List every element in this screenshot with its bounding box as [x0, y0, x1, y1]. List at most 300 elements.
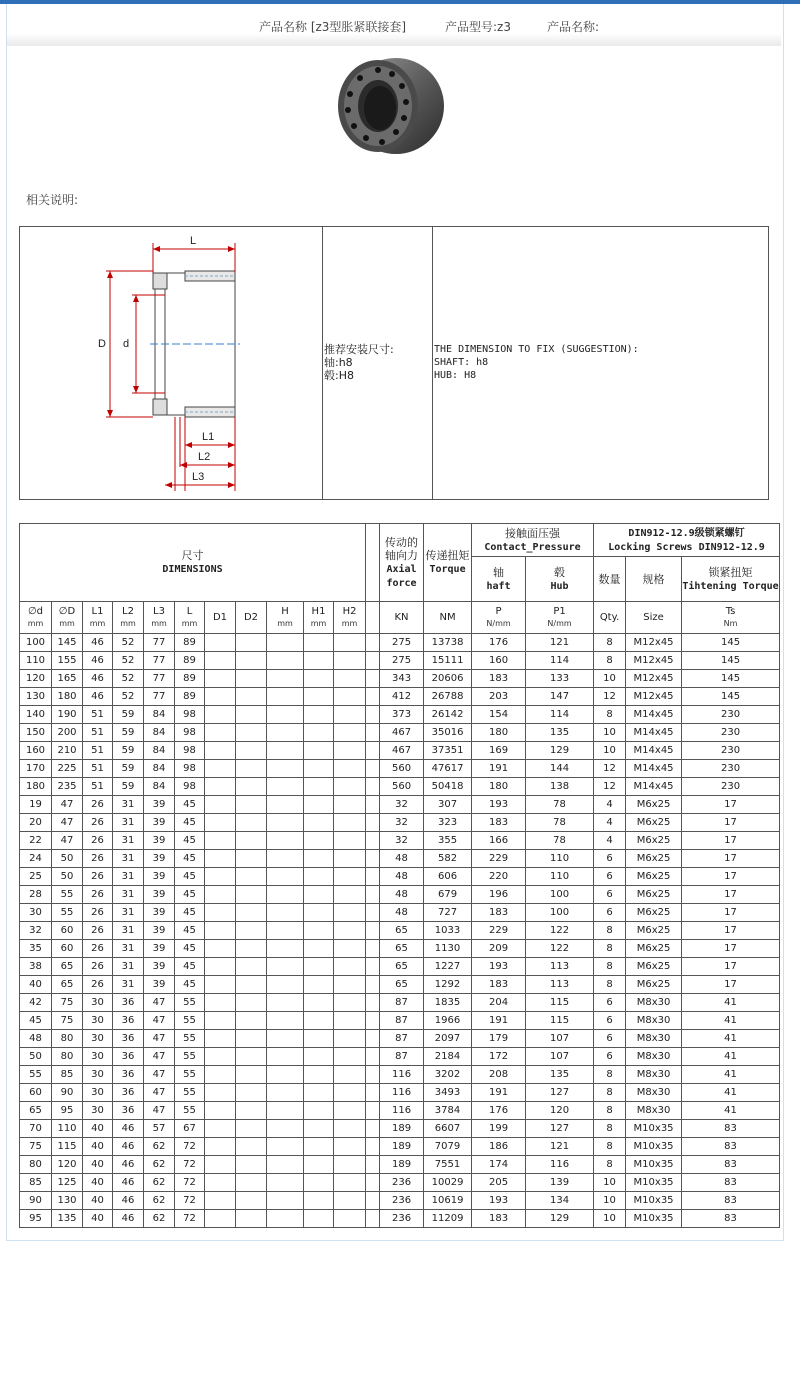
table-cell	[334, 1048, 366, 1066]
table-cell: 606	[424, 868, 472, 886]
table-cell: 78	[526, 796, 594, 814]
table-cell: 107	[526, 1030, 594, 1048]
table-cell	[334, 832, 366, 850]
table-cell: 205	[472, 1174, 526, 1192]
table-cell: 57	[144, 1120, 175, 1138]
table-cell	[236, 742, 267, 760]
table-cell: 467	[380, 724, 424, 742]
table-cell: 144	[526, 760, 594, 778]
table-cell: M8x30	[626, 1048, 682, 1066]
table-row	[20, 994, 780, 1012]
table-cell	[267, 868, 304, 886]
table-cell: 89	[175, 688, 205, 706]
table-cell	[236, 724, 267, 742]
table-cell: 62	[144, 1156, 175, 1174]
table-cell: 55	[175, 994, 205, 1012]
label-L: L	[190, 235, 197, 247]
table-cell: 3493	[424, 1084, 472, 1102]
table-cell	[267, 1192, 304, 1210]
column-header	[83, 602, 113, 634]
table-cell: 89	[175, 652, 205, 670]
spec-box	[19, 226, 769, 500]
table-cell	[236, 1192, 267, 1210]
table-cell: 130	[52, 1192, 83, 1210]
table-cell: 36	[113, 994, 144, 1012]
table-cell: 83	[682, 1120, 780, 1138]
table-cell: 80	[52, 1030, 83, 1048]
table-cell: 183	[472, 976, 526, 994]
column-name: L	[186, 605, 193, 617]
table-cell	[366, 1120, 380, 1138]
table-cell: 110	[52, 1120, 83, 1138]
table-cell: 139	[526, 1174, 594, 1192]
table-row	[20, 1030, 780, 1048]
table-cell: 135	[526, 724, 594, 742]
table-body	[20, 634, 780, 1228]
table-cell: 47	[144, 1084, 175, 1102]
table-cell: 48	[380, 850, 424, 868]
table-cell	[205, 1192, 236, 1210]
table-cell	[304, 796, 334, 814]
table-cell: 193	[472, 958, 526, 976]
table-cell	[366, 652, 380, 670]
table-cell: 98	[175, 706, 205, 724]
table-cell: 679	[424, 886, 472, 904]
product-header	[7, 4, 781, 46]
table-cell: 180	[52, 688, 83, 706]
table-row	[20, 1192, 780, 1210]
table-cell: 40	[20, 976, 52, 994]
table-cell	[267, 832, 304, 850]
table-cell: 160	[472, 652, 526, 670]
table-cell: 47	[144, 1030, 175, 1048]
column-header	[366, 602, 380, 634]
table-cell: 145	[52, 634, 83, 652]
table-cell: 45	[175, 904, 205, 922]
table-cell: 40	[83, 1138, 113, 1156]
table-cell	[334, 706, 366, 724]
table-cell: 65	[52, 958, 83, 976]
table-cell: 210	[52, 742, 83, 760]
table-cell: 172	[472, 1048, 526, 1066]
column-name: ∅d	[27, 605, 44, 617]
table-cell: 30	[20, 904, 52, 922]
table-cell: 46	[83, 652, 113, 670]
table-cell: 41	[682, 1012, 780, 1030]
table-cell: 135	[526, 1066, 594, 1084]
table-cell: 30	[83, 1102, 113, 1120]
table-cell: 19	[20, 796, 52, 814]
table-cell: 113	[526, 958, 594, 976]
table-cell	[334, 958, 366, 976]
table-cell: 72	[175, 1138, 205, 1156]
table-cell: 55	[175, 1012, 205, 1030]
table-cell: 30	[83, 1048, 113, 1066]
table-cell: 55	[20, 1066, 52, 1084]
table-cell: 8	[594, 652, 626, 670]
table-cell: 189	[380, 1120, 424, 1138]
table-cell	[334, 1192, 366, 1210]
table-cell	[267, 1066, 304, 1084]
dimension-diagram-cell	[20, 227, 323, 499]
label-L3: L3	[192, 471, 205, 483]
table-cell: 170	[20, 760, 52, 778]
column-name: P1	[553, 605, 566, 617]
table-cell: M12x45	[626, 688, 682, 706]
table-cell: 41	[682, 994, 780, 1012]
table-cell: M14x45	[626, 760, 682, 778]
table-cell: 110	[526, 868, 594, 886]
install-en-cell	[432, 227, 768, 499]
table-cell	[304, 724, 334, 742]
table-cell	[236, 634, 267, 652]
table-cell: 116	[526, 1156, 594, 1174]
table-cell: 127	[526, 1120, 594, 1138]
table-cell: 113	[526, 976, 594, 994]
table-cell: 31	[113, 868, 144, 886]
table-cell: 47	[144, 1066, 175, 1084]
table-cell: 31	[113, 796, 144, 814]
table-cell: 30	[83, 1084, 113, 1102]
table-cell: 186	[472, 1138, 526, 1156]
table-cell	[334, 760, 366, 778]
table-cell	[366, 706, 380, 724]
table-cell: 8	[594, 1156, 626, 1174]
table-cell: 47	[144, 1012, 175, 1030]
table-cell: 560	[380, 778, 424, 796]
table-cell: 24	[20, 850, 52, 868]
column-name: Ts	[725, 605, 736, 617]
table-cell	[205, 724, 236, 742]
table-cell: 78	[526, 832, 594, 850]
table-cell	[236, 1138, 267, 1156]
table-cell	[366, 1102, 380, 1120]
table-cell	[267, 994, 304, 1012]
table-cell: 343	[380, 670, 424, 688]
spacer-header	[366, 524, 380, 602]
table-cell: 37351	[424, 742, 472, 760]
table-cell: 200	[52, 724, 83, 742]
table-row	[20, 688, 780, 706]
table-cell	[334, 1156, 366, 1174]
table-cell	[334, 1174, 366, 1192]
table-cell: 32	[380, 832, 424, 850]
table-cell: 87	[380, 1012, 424, 1030]
table-cell: 467	[380, 742, 424, 760]
table-cell	[334, 688, 366, 706]
table-cell	[366, 670, 380, 688]
table-cell	[366, 832, 380, 850]
table-cell: 46	[113, 1192, 144, 1210]
table-cell: 130	[20, 688, 52, 706]
table-cell: 45	[175, 922, 205, 940]
table-cell	[267, 652, 304, 670]
table-cell: 183	[472, 1210, 526, 1228]
table-cell: 8	[594, 1102, 626, 1120]
table-cell: 62	[144, 1174, 175, 1192]
table-cell	[304, 1138, 334, 1156]
table-cell: 40	[83, 1156, 113, 1174]
table-cell	[267, 742, 304, 760]
table-cell: 8	[594, 976, 626, 994]
table-cell	[334, 886, 366, 904]
column-header	[175, 602, 205, 634]
label-L1: L1	[202, 431, 215, 443]
table-cell: 235	[52, 778, 83, 796]
table-cell: 191	[472, 760, 526, 778]
table-cell: 10619	[424, 1192, 472, 1210]
table-cell: 8	[594, 940, 626, 958]
table-cell: 165	[52, 670, 83, 688]
table-cell: 229	[472, 850, 526, 868]
table-cell: 26788	[424, 688, 472, 706]
table-cell: 59	[113, 706, 144, 724]
table-cell	[267, 886, 304, 904]
table-cell	[304, 868, 334, 886]
table-cell	[205, 1120, 236, 1138]
table-cell: 26	[83, 796, 113, 814]
table-cell: 6	[594, 886, 626, 904]
table-cell: 8	[594, 1084, 626, 1102]
table-cell: 48	[380, 886, 424, 904]
table-cell: 10029	[424, 1174, 472, 1192]
table-cell: 133	[526, 670, 594, 688]
table-cell	[236, 1048, 267, 1066]
table-cell: 65	[380, 922, 424, 940]
table-cell: M10x35	[626, 1156, 682, 1174]
table-cell: 4	[594, 832, 626, 850]
table-cell: 51	[83, 778, 113, 796]
table-cell	[205, 652, 236, 670]
table-cell: 107	[526, 1048, 594, 1066]
table-cell: 38	[20, 958, 52, 976]
table-cell	[267, 850, 304, 868]
table-cell	[334, 976, 366, 994]
table-cell	[334, 904, 366, 922]
table-cell: 155	[52, 652, 83, 670]
table-cell: 85	[52, 1066, 83, 1084]
table-cell	[304, 1156, 334, 1174]
dimension-drawing	[20, 227, 322, 499]
table-cell	[205, 994, 236, 1012]
table-cell	[267, 1084, 304, 1102]
dimensions-header: 尺寸 DIMENSIONS	[20, 524, 366, 602]
table-cell	[236, 1012, 267, 1030]
table-cell: 45	[175, 976, 205, 994]
column-unit: mm	[181, 618, 198, 628]
table-cell: 45	[175, 940, 205, 958]
table-cell	[205, 922, 236, 940]
table-cell	[334, 742, 366, 760]
table-cell	[205, 688, 236, 706]
table-cell: 41	[682, 1030, 780, 1048]
table-cell	[236, 976, 267, 994]
table-cell	[334, 1030, 366, 1048]
table-cell: 204	[472, 994, 526, 1012]
table-cell	[366, 904, 380, 922]
table-cell	[236, 814, 267, 832]
table-cell: 4	[594, 814, 626, 832]
table-cell: 84	[144, 760, 175, 778]
table-cell: M10x35	[626, 1192, 682, 1210]
table-cell: 30	[83, 1066, 113, 1084]
column-header	[144, 602, 175, 634]
table-cell: 12	[594, 688, 626, 706]
table-row	[20, 1048, 780, 1066]
table-cell	[334, 868, 366, 886]
table-cell: 65	[52, 976, 83, 994]
table-cell: M10x35	[626, 1138, 682, 1156]
table-cell: 17	[682, 814, 780, 832]
table-cell: 65	[380, 958, 424, 976]
table-cell: 65	[380, 940, 424, 958]
table-cell: 90	[20, 1192, 52, 1210]
table-cell: 129	[526, 1210, 594, 1228]
table-row	[20, 850, 780, 868]
table-cell: 307	[424, 796, 472, 814]
table-cell: 180	[20, 778, 52, 796]
table-cell: 41	[682, 1102, 780, 1120]
table-cell: 98	[175, 742, 205, 760]
table-cell: 10	[594, 670, 626, 688]
table-cell: 26	[83, 832, 113, 850]
table-cell	[366, 1174, 380, 1192]
table-cell	[236, 958, 267, 976]
table-cell: 12	[594, 760, 626, 778]
table-cell: 230	[682, 706, 780, 724]
table-cell: 59	[113, 778, 144, 796]
table-cell: 10	[594, 1192, 626, 1210]
column-header	[526, 602, 594, 634]
table-cell: 59	[113, 760, 144, 778]
column-header	[626, 602, 682, 634]
table-cell	[366, 994, 380, 1012]
table-cell: 6	[594, 904, 626, 922]
table-cell: 36	[113, 1048, 144, 1066]
table-cell: 55	[52, 886, 83, 904]
table-cell: 116	[380, 1102, 424, 1120]
table-cell: 62	[144, 1210, 175, 1228]
table-cell: 4	[594, 796, 626, 814]
table-cell: 26	[83, 922, 113, 940]
table-cell	[236, 922, 267, 940]
table-cell: 115	[526, 1012, 594, 1030]
table-cell: 50	[52, 868, 83, 886]
table-cell: 35016	[424, 724, 472, 742]
table-cell: 80	[52, 1048, 83, 1066]
table-cell	[205, 886, 236, 904]
table-cell	[334, 850, 366, 868]
table-cell: 8	[594, 1120, 626, 1138]
table-cell	[304, 1048, 334, 1066]
axial-force-header: 传动的轴向力 Axial force	[380, 524, 424, 602]
table-cell	[267, 940, 304, 958]
table-cell: 114	[526, 652, 594, 670]
table-cell: M10x35	[626, 1210, 682, 1228]
table-cell: 83	[682, 1210, 780, 1228]
column-name: L1	[91, 605, 104, 617]
table-row	[20, 904, 780, 922]
table-cell: 77	[144, 634, 175, 652]
table-cell	[205, 1156, 236, 1174]
table-cell	[334, 1084, 366, 1102]
column-unit: mm	[89, 618, 106, 628]
table-cell	[267, 1012, 304, 1030]
column-name: H2	[342, 605, 357, 617]
table-cell: 39	[144, 850, 175, 868]
column-unit: Nm	[723, 618, 738, 628]
table-cell: 50	[52, 850, 83, 868]
table-cell: 1130	[424, 940, 472, 958]
table-cell: 39	[144, 940, 175, 958]
table-cell: 65	[20, 1102, 52, 1120]
table-cell: M6x25	[626, 850, 682, 868]
column-name: P	[495, 605, 502, 617]
column-header	[424, 602, 472, 634]
table-cell: 26	[83, 958, 113, 976]
table-cell: 72	[175, 1174, 205, 1192]
table-cell: 46	[83, 688, 113, 706]
table-cell: 83	[682, 1138, 780, 1156]
table-cell	[366, 796, 380, 814]
column-unit: mm	[120, 618, 136, 628]
table-cell	[366, 688, 380, 706]
table-cell: 20	[20, 814, 52, 832]
column-header	[594, 602, 626, 634]
table-cell: 31	[113, 958, 144, 976]
table-cell: 145	[682, 634, 780, 652]
table-cell	[205, 1084, 236, 1102]
table-cell: 77	[144, 688, 175, 706]
table-cell: 98	[175, 778, 205, 796]
table-row	[20, 1174, 780, 1192]
table-cell: 67	[175, 1120, 205, 1138]
table-cell: 75	[52, 1012, 83, 1030]
table-cell: 26	[83, 940, 113, 958]
table-cell: 62	[144, 1192, 175, 1210]
table-cell: 412	[380, 688, 424, 706]
table-cell: 6	[594, 1012, 626, 1030]
table-cell: 46	[113, 1156, 144, 1174]
table-cell: 47	[144, 1048, 175, 1066]
table-cell	[366, 634, 380, 652]
table-cell	[304, 1012, 334, 1030]
table-cell	[304, 940, 334, 958]
table-cell: 45	[175, 868, 205, 886]
table-cell	[267, 904, 304, 922]
column-name: Qty.	[599, 611, 620, 623]
table-row	[20, 1138, 780, 1156]
label-d: d	[123, 338, 130, 350]
table-cell: 30	[83, 994, 113, 1012]
table-cell	[236, 688, 267, 706]
table-cell	[366, 958, 380, 976]
table-cell: 26	[83, 886, 113, 904]
table-row	[20, 706, 780, 724]
table-cell: 230	[682, 760, 780, 778]
table-cell: 236	[380, 1174, 424, 1192]
column-header	[113, 602, 144, 634]
table-cell	[366, 1012, 380, 1030]
table-cell: 77	[144, 670, 175, 688]
table-cell	[236, 706, 267, 724]
table-cell: M8x30	[626, 1102, 682, 1120]
table-cell: 65	[380, 976, 424, 994]
table-row	[20, 958, 780, 976]
table-cell	[304, 850, 334, 868]
table-row	[20, 1156, 780, 1174]
table-cell: 10	[594, 1174, 626, 1192]
